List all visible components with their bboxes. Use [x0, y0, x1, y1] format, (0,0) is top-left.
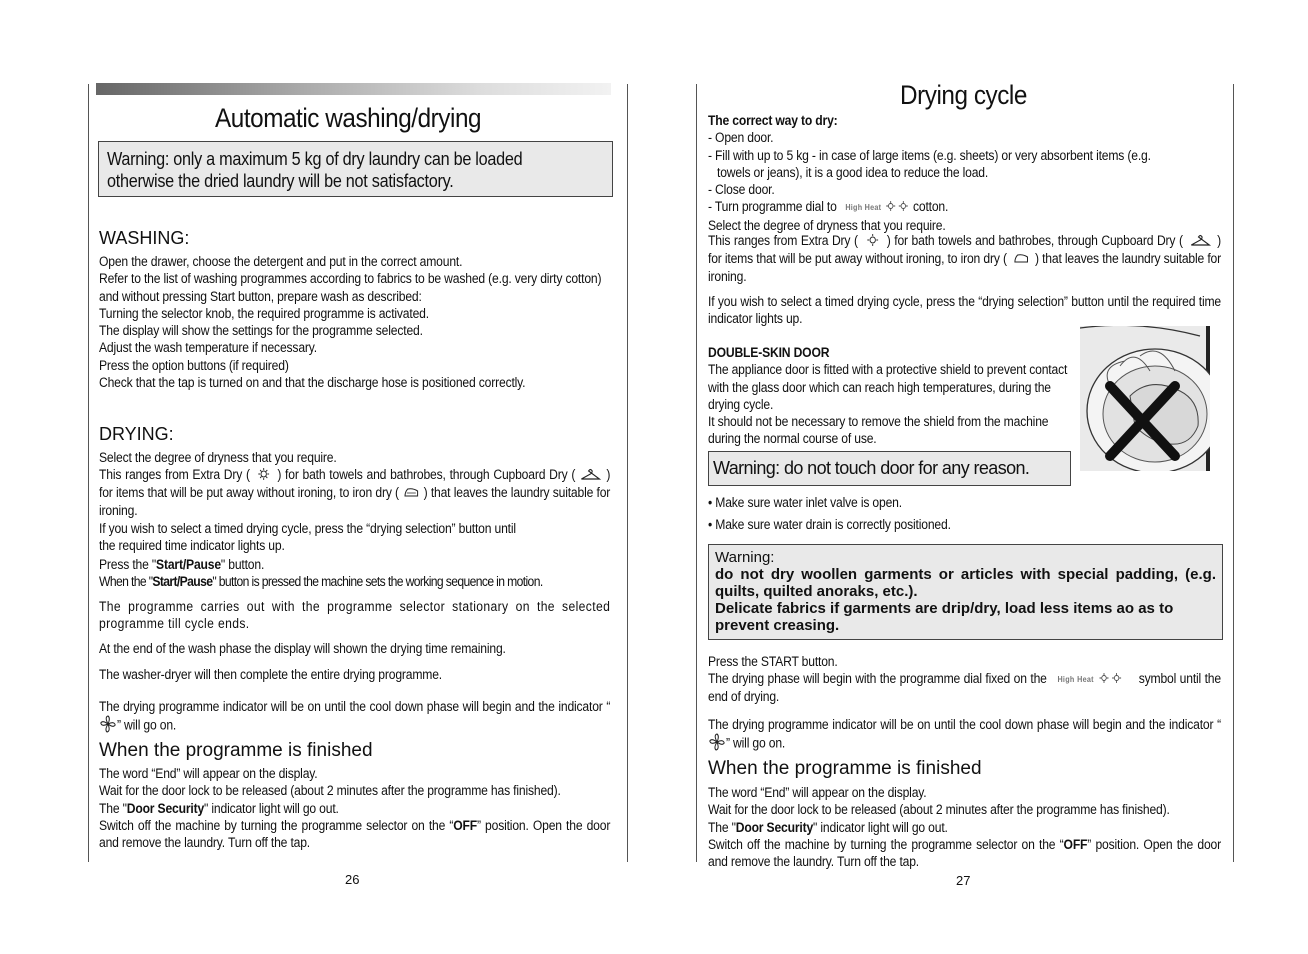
washing-line: Adjust the wash temperature if necessary.: [99, 340, 317, 356]
door-text-1: The appliance door is fitted with a protective shield to prevent contact with the glass door which can reach high temperatures, during the drying cycle.: [708, 362, 1068, 412]
right-page-border-right: [1233, 84, 1234, 862]
fill-line: - Fill with up to 5 kg - in case of large items (e.g. sheets) or very absorbent items (e.g.: [708, 147, 1151, 163]
range-c: ) for items that will be put away without ironing, to iron dry (: [708, 233, 1221, 267]
door-warning-text: Warning: do not touch door for any reason.: [713, 458, 1030, 478]
right-page-border-left: [696, 84, 697, 862]
fan-icon: [708, 733, 726, 755]
door-bold: Door Security: [126, 800, 205, 816]
iron-icon: [402, 485, 420, 502]
warning-2: Delicate fabrics if garments are drip/dry, load less items ao as to prevent creasing.: [715, 600, 1174, 634]
washing-line: Open the drawer, choose the detergent and put in the correct amount.: [99, 254, 463, 269]
warning-1: do not dry woollen garments or articles with special padding, (e.g. quilts, quilted anoraks, etc.).: [715, 566, 1216, 600]
finished-text: [708, 784, 1221, 870]
door-a: The ": [708, 819, 736, 835]
drying-range-a: This ranges from Extra Dry (: [99, 467, 250, 483]
when-a: When the ": [99, 574, 153, 590]
washing-line: Refer to the list of washing programmes according to fabrics to be washed (e.g. very dirty cotton) and without pressing Start button, prepare wash as described:: [99, 271, 602, 304]
switch-b: ” position. Open the door and remove the laundry. Turn off the tap.: [99, 817, 611, 851]
hanger-icon: [1186, 233, 1213, 250]
close-door: - Close door.: [708, 182, 775, 198]
bullet-2: Make sure water drain is correctly positioned.: [715, 517, 951, 533]
drying-select: Select the degree of dryness that you require.: [99, 450, 337, 465]
turn-a: - Turn programme dial to: [708, 199, 837, 215]
press-start: [99, 556, 610, 591]
range-text: [708, 232, 1221, 285]
page-title: Automatic washing/drying: [215, 103, 482, 133]
wait-text: Wait for the door lock to be released (about 2 minutes after the programme has finished).: [99, 783, 561, 799]
switch-bold: OFF: [453, 817, 477, 833]
high-heat-symbol: High Heat: [1057, 675, 1094, 685]
hanger-icon: [579, 467, 602, 484]
press-b: " button.: [220, 557, 265, 572]
bullet-1: Make sure water inlet valve is open.: [715, 495, 902, 510]
end-wash: At the end of the wash phase the display will shown the drying time remaining.: [99, 641, 506, 656]
load-warning-box: [98, 141, 613, 197]
drying-phase: [708, 670, 1221, 705]
end-word: The word “End” will appear on the display.: [708, 785, 927, 800]
turn-dial: [708, 198, 1221, 216]
washing-line: Turning the selector knob, the required programme is activated.: [99, 305, 429, 321]
wait-text: Wait for the door lock to be released (about 2 minutes after the programme has finished).: [708, 802, 1170, 818]
indicator-text: [708, 716, 1221, 756]
fan-icon: [99, 715, 117, 737]
left-page-border-left: [88, 84, 89, 862]
drying-range-d: ) that leaves the laundry suitable for ironing.: [99, 485, 611, 519]
door-section: [708, 344, 1073, 448]
door-crossed-icon: [1080, 326, 1210, 471]
press-start: Press the START button.: [708, 654, 838, 669]
correct-way-section: [708, 112, 1221, 234]
washing-line: Check that the tap is turned on and that the discharge hose is positioned correctly.: [99, 375, 526, 391]
sun-icon: [885, 199, 910, 216]
sun-icon: [861, 233, 883, 250]
programme-carries: The programme carries out with the programme selector stationary on the selected programme till cycle ends.: [99, 599, 611, 632]
door-warning-box: [708, 451, 1071, 486]
range-d: ) that leaves the laundry suitable for ironing.: [708, 251, 1221, 285]
fill-line-2: towels or jeans), it is a good idea to reduce the load.: [717, 164, 989, 180]
finished-text: [99, 765, 610, 851]
range-b: ) for bath towels and bathrobes, through Cupboard Dry (: [886, 233, 1183, 248]
load-warning-text: Warning: only a maximum 5 kg of dry laundry can be loaded otherwise the dried laundry will be not satisfactory.: [107, 149, 523, 191]
drying-range-c: ) for items that will be put away without ironing, to iron dry (: [99, 467, 611, 501]
drying-timed-2: the required time indicator lights up.: [99, 538, 285, 554]
press-bold: Start/Pause: [156, 557, 221, 572]
switch-bold: OFF: [1063, 836, 1088, 852]
switch-b: ” position. Open the door and remove the laundry. Turn off the tap.: [708, 836, 1221, 870]
drying-range-b: ) for bath towels and bathrobes, through Cupboard Dry (: [277, 467, 576, 483]
fabric-warning-box: [708, 544, 1223, 640]
list-item: • Make sure water inlet valve is open.: [708, 495, 902, 510]
washing-line: Press the option buttons (if required): [99, 357, 289, 373]
correct-heading: The correct way to dry:: [708, 113, 838, 128]
indicator-a: The drying programme indicator will be on until the cool down phase will begin and the indicator “: [99, 699, 611, 714]
turn-b: cotton.: [912, 199, 949, 215]
indicator-b: ” will go on.: [726, 736, 786, 752]
when-bold: Start/Pause: [152, 574, 213, 590]
indicator-text: [99, 698, 610, 738]
complete: The washer-dryer will then complete the entire drying programme.: [99, 667, 443, 682]
timed-text: If you wish to select a timed drying cycle, press the “drying selection” button until the required time indicator lights up.: [708, 294, 1221, 327]
drying-heading: DRYING:: [99, 424, 174, 444]
door-text-2: It should not be necessary to remove the shield from the machine during the normal course of use.: [708, 414, 1049, 447]
when-b: " button is pressed the machine sets the working sequence in motion.: [212, 574, 543, 590]
switch-a: Switch off the machine by turning the programme selector on the “: [99, 817, 454, 833]
drying-timed-1: If you wish to select a timed drying cycle, press the “drying selection” button until: [99, 520, 516, 536]
drying-range: [99, 466, 610, 519]
indicator-b: ” will go on.: [117, 718, 177, 734]
door-b: " indicator light will go out.: [813, 819, 948, 835]
drying-phase-b: symbol until the end of drying.: [708, 671, 1221, 705]
sun-icon: [254, 467, 274, 484]
door-b: " indicator light will go out.: [204, 800, 339, 816]
indicator-a: The drying programme indicator will be on until the cool down phase will begin and the indicator “: [708, 717, 1221, 732]
finished-heading: When the programme is finished: [708, 758, 982, 779]
door-bold: Door Security: [735, 819, 814, 835]
switch-a: Switch off the machine by turning the programme selector on the “: [708, 836, 1064, 852]
washing-line: The display will show the settings for the programme selected.: [99, 323, 423, 339]
finished-heading: When the programme is finished: [99, 740, 373, 761]
press-start-section: [708, 653, 1221, 706]
washing-heading: WASHING:: [99, 228, 190, 248]
sun-icon: [1097, 671, 1122, 688]
washing-text: [99, 253, 612, 391]
door-a: The ": [99, 800, 127, 816]
end-word: The word “End” will appear on the display.: [99, 766, 318, 781]
door-heading: DOUBLE-SKIN DOOR: [708, 345, 830, 360]
press-a: Press the ": [99, 557, 157, 572]
high-heat-symbol: High Heat: [845, 203, 882, 213]
range-a: This ranges from Extra Dry (: [708, 233, 858, 248]
bullet-list: [708, 494, 1068, 534]
drying-text: [99, 449, 610, 554]
page-title: Drying cycle: [900, 80, 1027, 110]
header-gradient-bar: [96, 83, 611, 95]
iron-icon: [1010, 251, 1032, 268]
drying-phase-a: The drying phase will begin with the programme dial fixed on the: [708, 671, 1047, 687]
page-number-right: 27: [956, 873, 971, 888]
select-line: Select the degree of dryness that you require.: [708, 217, 946, 233]
open-door: - Open door.: [708, 130, 774, 146]
warning-title: Warning:: [715, 549, 775, 566]
page-number-left: 26: [345, 872, 360, 887]
list-item: • Make sure water drain is correctly positioned.: [708, 517, 951, 533]
left-page-border-right: [627, 84, 628, 862]
